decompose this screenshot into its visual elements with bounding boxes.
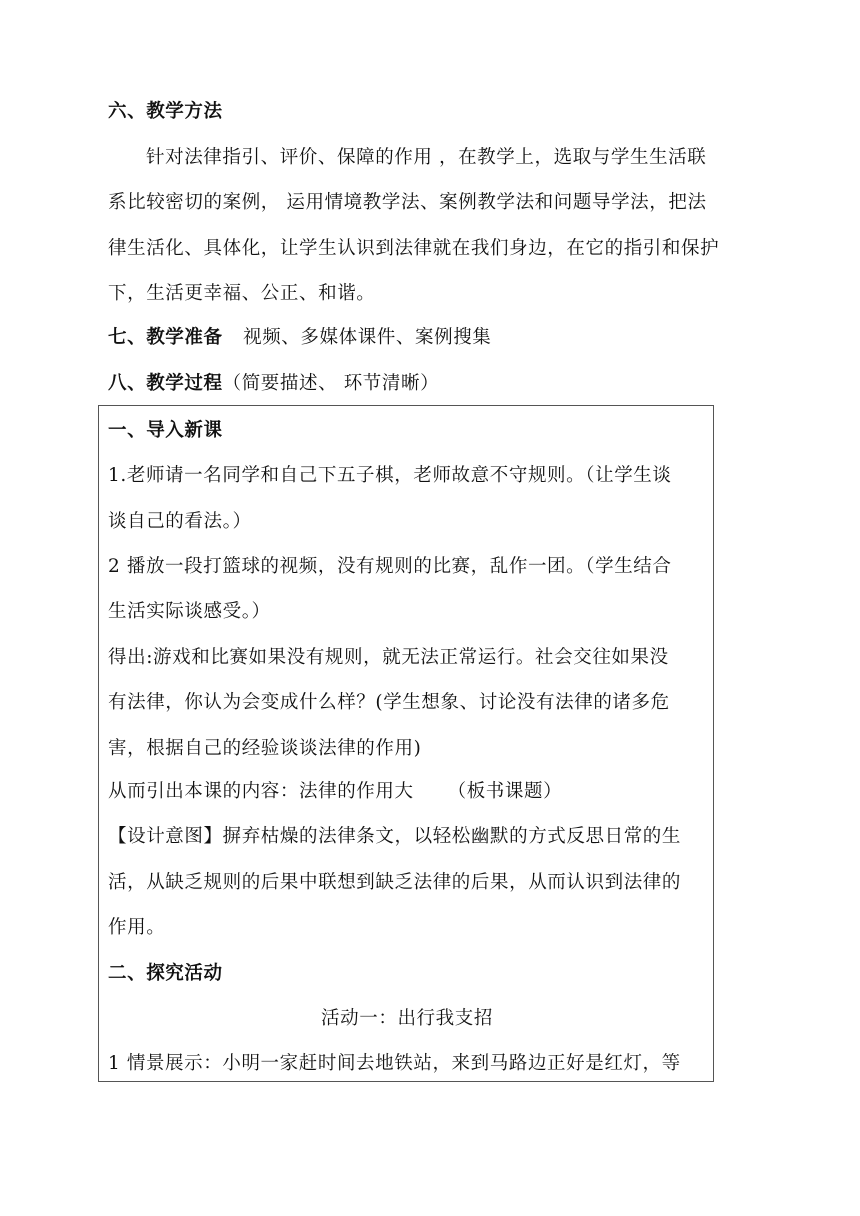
section-6-paragraph-line-4: 下，生活更幸福、公正、和谐。 xyxy=(108,283,376,304)
item-1-line-1: 1.老师请一名同学和自己下五子棋，老师故意不守规则。（让学生谈 xyxy=(108,465,672,486)
design-intent-line-3: 作用。 xyxy=(108,917,166,938)
section-7-content: 视频、多媒体课件、案例搜集 xyxy=(243,327,492,348)
section-7-line xyxy=(108,326,491,350)
design-intent-line-2: 活，从缺乏规则的后果中联想到缺乏法律的后果，从而认识到法律的 xyxy=(108,872,682,893)
part-1-title: 一、导入新课 xyxy=(108,420,223,441)
conclusion-line-1: 得出:游戏和比赛如果没有规则，就无法正常运行。社会交往如果没 xyxy=(108,647,669,668)
lead-in-line xyxy=(108,780,562,804)
section-7-heading: 七、教学准备 xyxy=(108,327,223,348)
section-6-paragraph-line-2: 系比较密切的案例， 运用情境教学法、案例教学法和问题导学法，把法 xyxy=(108,192,707,213)
activity-1-title: 活动一：出行我支招 xyxy=(321,1008,493,1029)
item-2-line-2: 生活实际谈感受。） xyxy=(108,601,271,622)
section-8-note: （简要描述、 环节清晰） xyxy=(222,373,440,394)
section-6-paragraph-line-3: 律生活化、具体化，让学生认识到法律就在我们身边，在它的指引和保护 xyxy=(108,238,720,259)
item-1-line-2: 谈自己的看法。） xyxy=(108,511,252,532)
lead-in-note: （板书课题） xyxy=(447,781,563,802)
lead-in-text: 从而引出本课的内容：法律的作用大 xyxy=(108,781,414,802)
section-8-heading: 八、教学过程 xyxy=(108,373,223,394)
section-6-heading: 六、教学方法 xyxy=(108,101,223,122)
section-6-paragraph-line-1: 针对法律指引、评价、保障的作用 ，在教学上，选取与学生生活联 xyxy=(146,147,707,168)
design-intent-line-1: 【设计意图】摒弃枯燥的法律条文，以轻松幽默的方式反思日常的生 xyxy=(108,826,682,847)
teaching-process-table xyxy=(98,405,714,1082)
item-2-line-1: 2 播放一段打篮球的视频，没有规则的比赛，乱作一团。（学生结合 xyxy=(108,556,672,577)
scenario-line-1: 1 情景展示：小明一家赶时间去地铁站，来到马路边正好是红灯，等 xyxy=(108,1053,681,1074)
part-2-title: 二、探究活动 xyxy=(108,963,223,984)
conclusion-line-2: 有法律，你认为会变成什么样？(学生想象、讨论没有法律的诸多危 xyxy=(108,692,670,713)
conclusion-line-3: 害，根据自己的经验谈谈法律的作用) xyxy=(108,738,422,759)
section-8-line xyxy=(108,372,439,396)
